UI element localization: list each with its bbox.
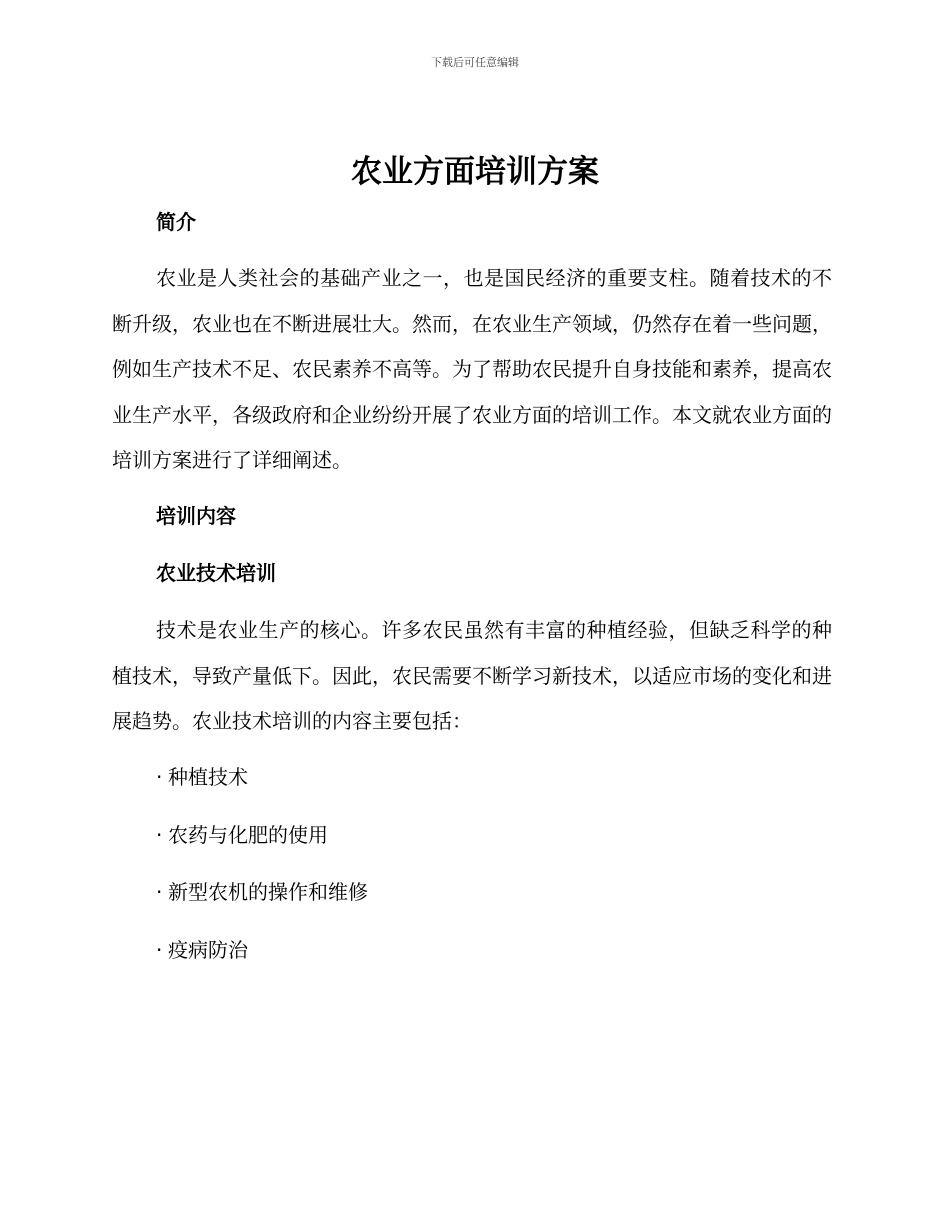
bullet-icon: · <box>156 937 163 962</box>
list-item-text: 农药与化肥的使用 <box>168 822 328 847</box>
intro-paragraph: 农业是人类社会的基础产业之一，也是国民经济的重要支柱。随着技术的不断升级，农业也在不断进展壮大。然而，在农业生产领域，仍然存在着一些问题，例如生产技术不足、农民素养不高等。为了帮助农民提升自身技能和素养，提高农业生产水平，各级政府和企业纷纷开展了农业方面的培训工作。本文就农业方面的培训方案进行了详细阐述。 <box>112 266 832 472</box>
bullet-icon: · <box>156 880 163 904</box>
list-item <box>156 877 368 935</box>
list-item-text: 种植技术 <box>168 765 248 789</box>
agri-tech-paragraph: 技术是农业生产的核心。许多农民虽然有丰富的种植经验，但缺乏科学的种植技术，导致产量低下。因此，农民需要不断学习新技术，以适应市场的变化和进展趋势。农业技术培训的内容主要包括： <box>112 618 832 733</box>
training-content-heading: 培训内容 <box>156 504 236 528</box>
header-note: 下载后可任意编辑 <box>431 56 519 69</box>
intro-heading: 简介 <box>156 210 196 234</box>
tech-training-list <box>156 762 368 992</box>
list-item-text: 疫病防治 <box>168 937 248 962</box>
list-item <box>156 762 368 820</box>
list-item <box>156 820 368 878</box>
list-item-text: 新型农机的操作和维修 <box>168 880 368 904</box>
document-title: 农业方面培训方案 <box>351 154 599 190</box>
bullet-icon: · <box>156 765 163 789</box>
list-item <box>156 935 368 993</box>
bullet-icon: · <box>156 822 163 847</box>
agri-tech-training-heading: 农业技术培训 <box>156 561 276 585</box>
